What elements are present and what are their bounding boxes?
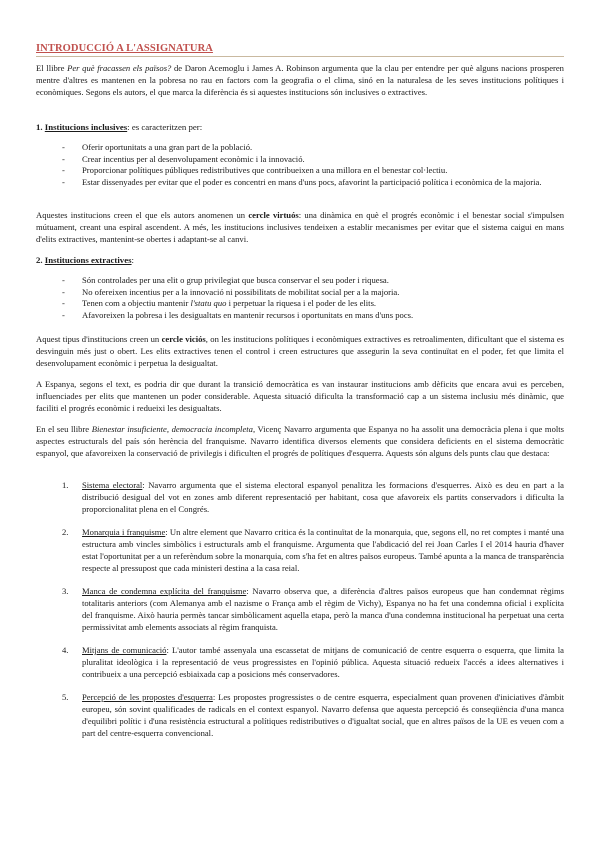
section-2-heading-rest: : — [131, 255, 134, 265]
page-title: INTRODUCCIÓ A L'ASSIGNATURA — [36, 43, 213, 54]
vicious-circle-paragraph: Aquest tipus d'institucions creen un cercle viciós, on les institucions polítiques i econòmiques extractives es retroalimenten, dificultant que el sistema es desvinguin més just o obert. Les elits extractives tenen el control i creen estructures que assegurin la seva continuïtat en el poder, fet que limita el desenvolupament econòmic i perpetua la desigualtat. — [36, 334, 564, 368]
list-item: - Tenen com a objectiu mantenir l'statu quo i perpetuar la riquesa i el poder de les elits. — [62, 298, 377, 308]
section-1-heading — [36, 121, 202, 133]
section-1-title: Institucions inclusives — [44, 122, 128, 132]
list-item: 1. Sistema electoral: Navarro argumenta que el sistema electoral espanyol penalitza les formacions d'esquerres. Això es deu en part a la distribució desigual del vot en zones amb diferent representació per habitant, cosa que afavoreix els partits conservadors i dificulta la proporcionalitat plena en el Congrés. — [62, 480, 564, 514]
list-item: 4. Mitjans de comunicació: L'autor també assenyala una escassetat de mitjans de comunicació de centre esquerra o esquerra, que limita la pluralitat ideològica i la representació de veus progressistes en l'opinió pública. Aquesta situació redueix l'accés a idees alternatives i contribueix a una percepció esbiaixada cap a posicions més conservadores. — [62, 645, 564, 679]
inclusive-list — [36, 142, 564, 188]
section-1-number: 1. — [36, 122, 45, 132]
list-item: - Oferir oportunitats a una gran part de la població. — [62, 142, 253, 152]
list-item: - Crear incentius per al desenvolupament econòmic i la innovació. — [62, 153, 305, 164]
section-2-title: Institucions extractives — [44, 255, 132, 265]
list-item: 2. Monarquia i franquisme: Un altre element que Navarro critica és la continuïtat de la monarquia, que, segons ell, no ret comptes i manté una estructura amb vincles simbòlics i estructurals amb el franquisme. Argumenta que l'abdicació del rei Joan Carles I el 2014 hauria d'haver estat l'oportunitat per a un referèndum sobre la monarquia, com s'ha fet en altres països europeus. També apunta a la manca de transparència respecte al pressupost que cada ministeri destina a la casa reial. — [62, 527, 564, 573]
vicious-circle-term: cercle viciós — [161, 334, 206, 344]
list-item: 3. Manca de condemna explícita del franquisme: Navarro observa que, a diferència d'altres països europeus que han condemnat règims totalitaris anteriors (com Alemanya amb el nazisme o França amb el règim de Vichy), Espanya no ha fet una condemna oficial i explícita del franquisme. Això hauria permès tancar simbòlicament aquella etapa, però la manca d'una condemna institucional ha perpetuat una certa permissivitat amb elements associats al règim franquista. — [62, 586, 565, 632]
title-divider — [36, 56, 564, 57]
intro-text-start: El llibre — [36, 63, 68, 73]
list-item: - No ofereixen incentius per a la innovació ni possibilitats de mobilitat social per a la majoria. — [62, 286, 400, 297]
section-2-number: 2. — [36, 255, 45, 265]
navarro-paragraph: En el seu llibre Bienestar insuficiente, democracia incompleta, Vicenç Navarro argumenta que Espanya no ha assolit una democràcia plena i que molts aspectes estructurals del país són herència del franquisme. Navarro identifica diversos elements que considera deficients en el sistema democràtic espanyol, que afavoreixen la conservació de privilegis i dificulten el progrés de polítiques d'esquerra. Aquests són alguns dels punts clau que destaca: — [36, 424, 565, 458]
list-item: 5. Percepció de les propostes d'esquerra: Les propostes progressistes o de centre esquerra, especialment quan provenen d'iniciatives d'àmbit europeu, són sovint qualificades de radicals en el context espanyol. Navarro defensa que aquesta percepció és conseqüència d'una manca d'equilibri polític i d'una resistència estructural a polítiques redistributives o d'igualtat social, que en altres països de la UE es veuen com a part del centre-esquerra convencional. — [62, 692, 564, 738]
list-item: - Són controlades per una elit o grup privilegiat que busca conservar el seu poder i riquesa. — [62, 275, 389, 285]
extractive-list — [36, 275, 564, 321]
section-1-heading-rest: : es caracteritzen per: — [127, 122, 203, 132]
list-item: - Proporcionar polítiques públiques redistributives que contribueixen a una millora en el benestar col·lectiu. — [62, 165, 448, 175]
spain-paragraph: A Espanya, segons el text, es podria dir que durant la transició democràtica es van instaurar institucions amb dèficits que encara avui es perceben, influenciades per elits que mantenen un poder considerable. Aquesta situació dificulta la transformació cap a un sistema inclusiu més dinàmic, que faciliti el progrés econòmic i redueixi les desigualtats. — [36, 379, 564, 413]
list-item: - Estar dissenyades per evitar que el poder es concentri en mans d'uns pocs, afavorint la participació política i econòmica de la majoria. — [62, 176, 542, 187]
navarro-book-title: Bienestar insuficiente, democracia incompleta — [91, 424, 253, 434]
virtuous-circle-paragraph: Aquestes institucions creen el que els autors anomenen un cercle virtuós: una dinàmica en què el progrés econòmic i el benestar social s'impulsen mútuament, creant una espiral ascendent. A més, les institucions inclusives tendeixen a establir mecanismes per evitar que el sistema caigui en mans d'elits extractives, mantenint-se obertes i adaptant-se al canvi. — [36, 210, 565, 244]
virtuous-circle-term: cercle virtuós — [248, 210, 299, 220]
intro-paragraph — [36, 62, 564, 98]
intro-book-title: Per què fracassen els països? — [67, 63, 172, 73]
navarro-points-list — [36, 479, 564, 739]
section-2-heading — [36, 254, 134, 266]
intro-text-end: de Daron Acemoglu i James A. Robinson argumenta que la clau per entendre per què alguns nacions prosperen mentre d'altres es mantenen en la pobresa no rau en factors com la geografia o el clima, sinó en la naturalesa de les seves institucions polítiques i econòmiques. Segons els autors, el que marca la diferència és si aquestes institucions són inclusives o extractives. — [36, 63, 564, 97]
list-item: - Afavoreixen la pobresa i les desigualtats en mantenir recursos i oportunitats en mans d'uns pocs. — [62, 309, 414, 320]
